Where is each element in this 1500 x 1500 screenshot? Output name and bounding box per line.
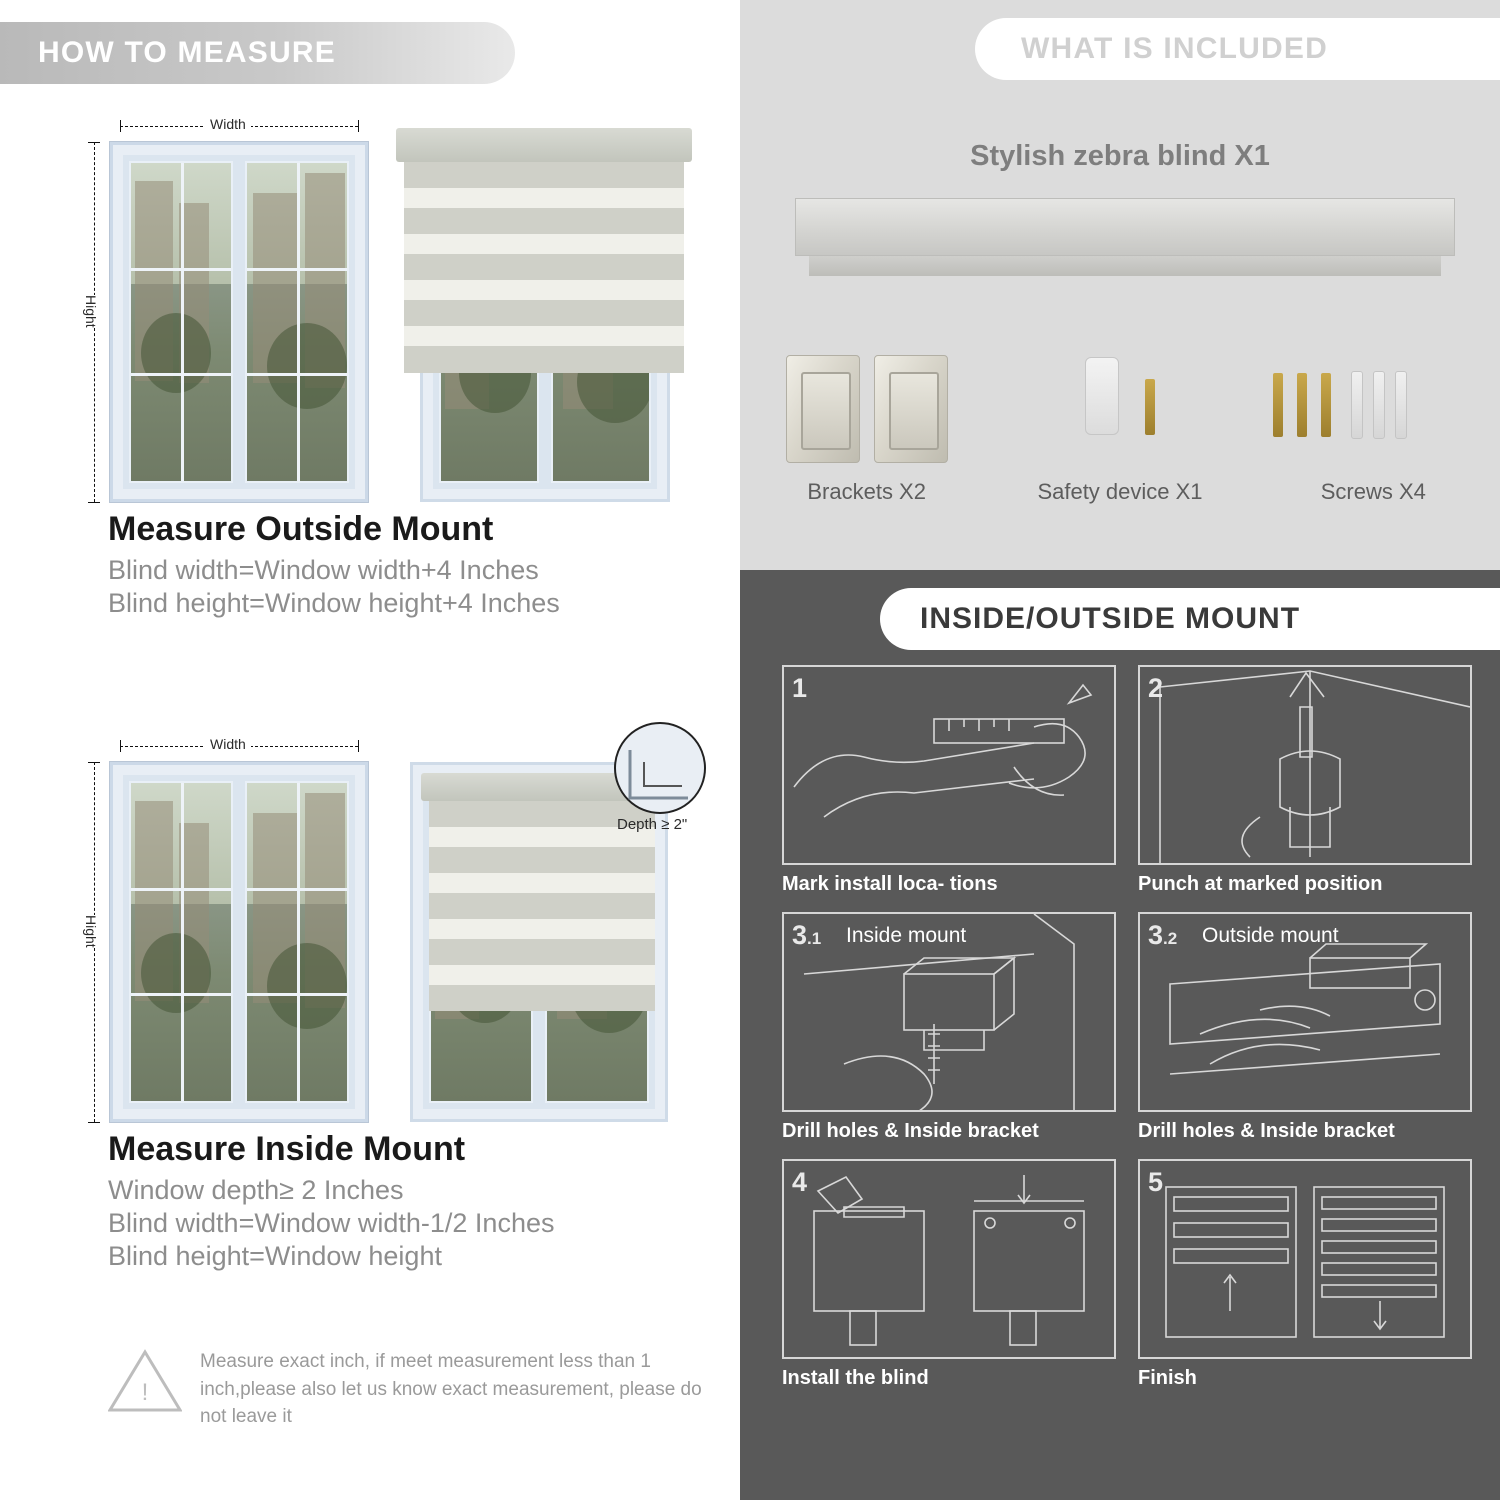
step-1 — [782, 665, 1116, 896]
part-brackets — [740, 345, 993, 505]
step-inner-label: Outside mount — [1202, 924, 1339, 947]
safety-device-icon — [1085, 357, 1119, 435]
height-tick-bottom — [88, 502, 100, 503]
svg-text:!: ! — [141, 1379, 149, 1406]
included-product-title: Stylish zebra blind X1 — [970, 140, 1270, 172]
width-tick-right — [358, 740, 359, 752]
step-caption: Punch at marked position — [1138, 873, 1383, 895]
inside-mount-line3: Blind height=Window height — [108, 1241, 442, 1271]
depth-label: Depth ≥ 2" — [617, 816, 688, 833]
inside-mount-block — [0, 720, 740, 1274]
window-pane-right — [245, 161, 349, 483]
step-1-illustration — [782, 665, 1116, 865]
bracket-icon — [786, 355, 860, 463]
wall-anchor-icon — [1351, 371, 1363, 439]
screw-icon — [1145, 379, 1155, 435]
window-illustration — [110, 762, 368, 1122]
step-caption: Finish — [1138, 1367, 1197, 1389]
width-tick-left — [120, 740, 121, 752]
wall-anchor-icon — [1373, 371, 1385, 439]
step-number: 3.1 — [792, 920, 822, 950]
screws-illustration — [1247, 345, 1500, 475]
mount-steps-grid — [782, 665, 1472, 1390]
screw-icon — [1273, 373, 1283, 437]
what-is-included-banner — [975, 18, 1500, 80]
step-3-1 — [782, 912, 1116, 1143]
step-caption: Drill holes & Inside bracket — [782, 1120, 1039, 1142]
inside-mount-diagram — [20, 720, 720, 1120]
inside-mount-line2: Blind width=Window width-1/2 Inches — [108, 1208, 555, 1238]
step-4-illustration — [782, 1159, 1116, 1359]
step-2-illustration — [1138, 665, 1472, 865]
inside-mount-title: Measure Inside Mount — [108, 1130, 466, 1168]
step-2 — [1138, 665, 1472, 896]
step-number: 2 — [1148, 673, 1164, 703]
window-illustration — [110, 142, 368, 502]
what-is-included-title: WHAT IS INCLUDED — [1021, 32, 1328, 65]
blind-headrail-product — [795, 198, 1455, 276]
outside-mount-title: Measure Outside Mount — [108, 510, 494, 548]
step-inner-label: Inside mount — [846, 924, 967, 947]
included-parts-row — [740, 345, 1500, 505]
blind-headrail — [396, 128, 692, 162]
step-caption: Drill holes & Inside bracket — [1138, 1120, 1395, 1142]
step-caption: Mark install loca- tions — [782, 873, 998, 895]
drill-icon — [1140, 667, 1470, 865]
outside-mount-line2: Blind height=Window height+4 Inches — [108, 588, 560, 618]
blind-fabric — [404, 162, 684, 393]
outside-mount-line1: Blind width=Window width+4 Inches — [108, 555, 539, 585]
step-5-illustration — [1138, 1159, 1472, 1359]
window-pane-left — [129, 781, 233, 1103]
step-number: 3.2 — [1148, 920, 1178, 950]
inside-mount-line1: Window depth≥ 2 Inches — [108, 1175, 404, 1205]
inside-outside-mount-section — [740, 570, 1500, 1500]
screw-icon — [1321, 373, 1331, 437]
tree-shape — [267, 323, 347, 409]
bracket-icon — [874, 355, 948, 463]
height-label: Hight — [78, 295, 104, 328]
measure-note-text: Measure exact inch, if meet measurement less than 1 inch,please also let us know exact measurement, please do not leave it — [200, 1351, 702, 1428]
step-number: 1 — [792, 673, 808, 703]
part-caption: Brackets X2 — [807, 479, 926, 504]
measure-note — [108, 1348, 708, 1431]
what-is-included-section — [740, 0, 1500, 570]
how-to-measure-banner — [0, 22, 515, 84]
right-column — [740, 0, 1500, 1500]
outside-mount-block — [0, 100, 740, 621]
step-3-2-illustration — [1138, 912, 1472, 1112]
width-tick-left — [120, 120, 121, 132]
height-tick-top — [88, 142, 100, 143]
window-frame-inner — [123, 155, 355, 489]
install-blind-icon — [784, 1161, 1114, 1359]
width-label: Width — [205, 116, 251, 132]
width-tick-right — [358, 120, 359, 132]
step-number: 5 — [1148, 1167, 1164, 1197]
how-to-measure-title: HOW TO MEASURE — [38, 36, 336, 69]
tree-shape — [141, 313, 211, 393]
step-number: 4 — [792, 1167, 808, 1197]
window-frame-inner — [123, 775, 355, 1109]
step-4 — [782, 1159, 1116, 1390]
part-screws — [1247, 345, 1500, 505]
warning-triangle-icon — [108, 1348, 182, 1414]
mount-banner — [880, 588, 1500, 650]
height-tick-bottom — [88, 1122, 100, 1123]
height-label: Hight — [78, 915, 104, 948]
mount-title: INSIDE/OUTSIDE MOUNT — [920, 602, 1301, 635]
height-tick-top — [88, 762, 100, 763]
step-5 — [1138, 1159, 1472, 1390]
wall-anchor-icon — [1395, 371, 1407, 439]
part-safety-device — [993, 345, 1246, 505]
tree-shape — [267, 943, 347, 1029]
step-3-1-illustration — [782, 912, 1116, 1112]
zebra-blind-outside — [396, 128, 692, 393]
hand-tape-measure-icon — [784, 667, 1114, 865]
part-caption: Safety device X1 — [1037, 479, 1203, 504]
outside-mount-diagram — [20, 100, 720, 500]
window-pane-right — [245, 781, 349, 1103]
step-caption: Install the blind — [782, 1367, 929, 1389]
tree-shape — [141, 933, 211, 1013]
step-3-2 — [1138, 912, 1472, 1143]
finished-blinds-icon — [1140, 1161, 1470, 1359]
safety-device-illustration — [993, 345, 1246, 475]
width-label: Width — [205, 736, 251, 752]
screw-icon — [1297, 373, 1307, 437]
part-caption: Screws X4 — [1320, 479, 1426, 504]
brackets-illustration — [740, 345, 993, 475]
how-to-measure-column — [0, 0, 740, 1500]
window-pane-left — [129, 161, 233, 483]
